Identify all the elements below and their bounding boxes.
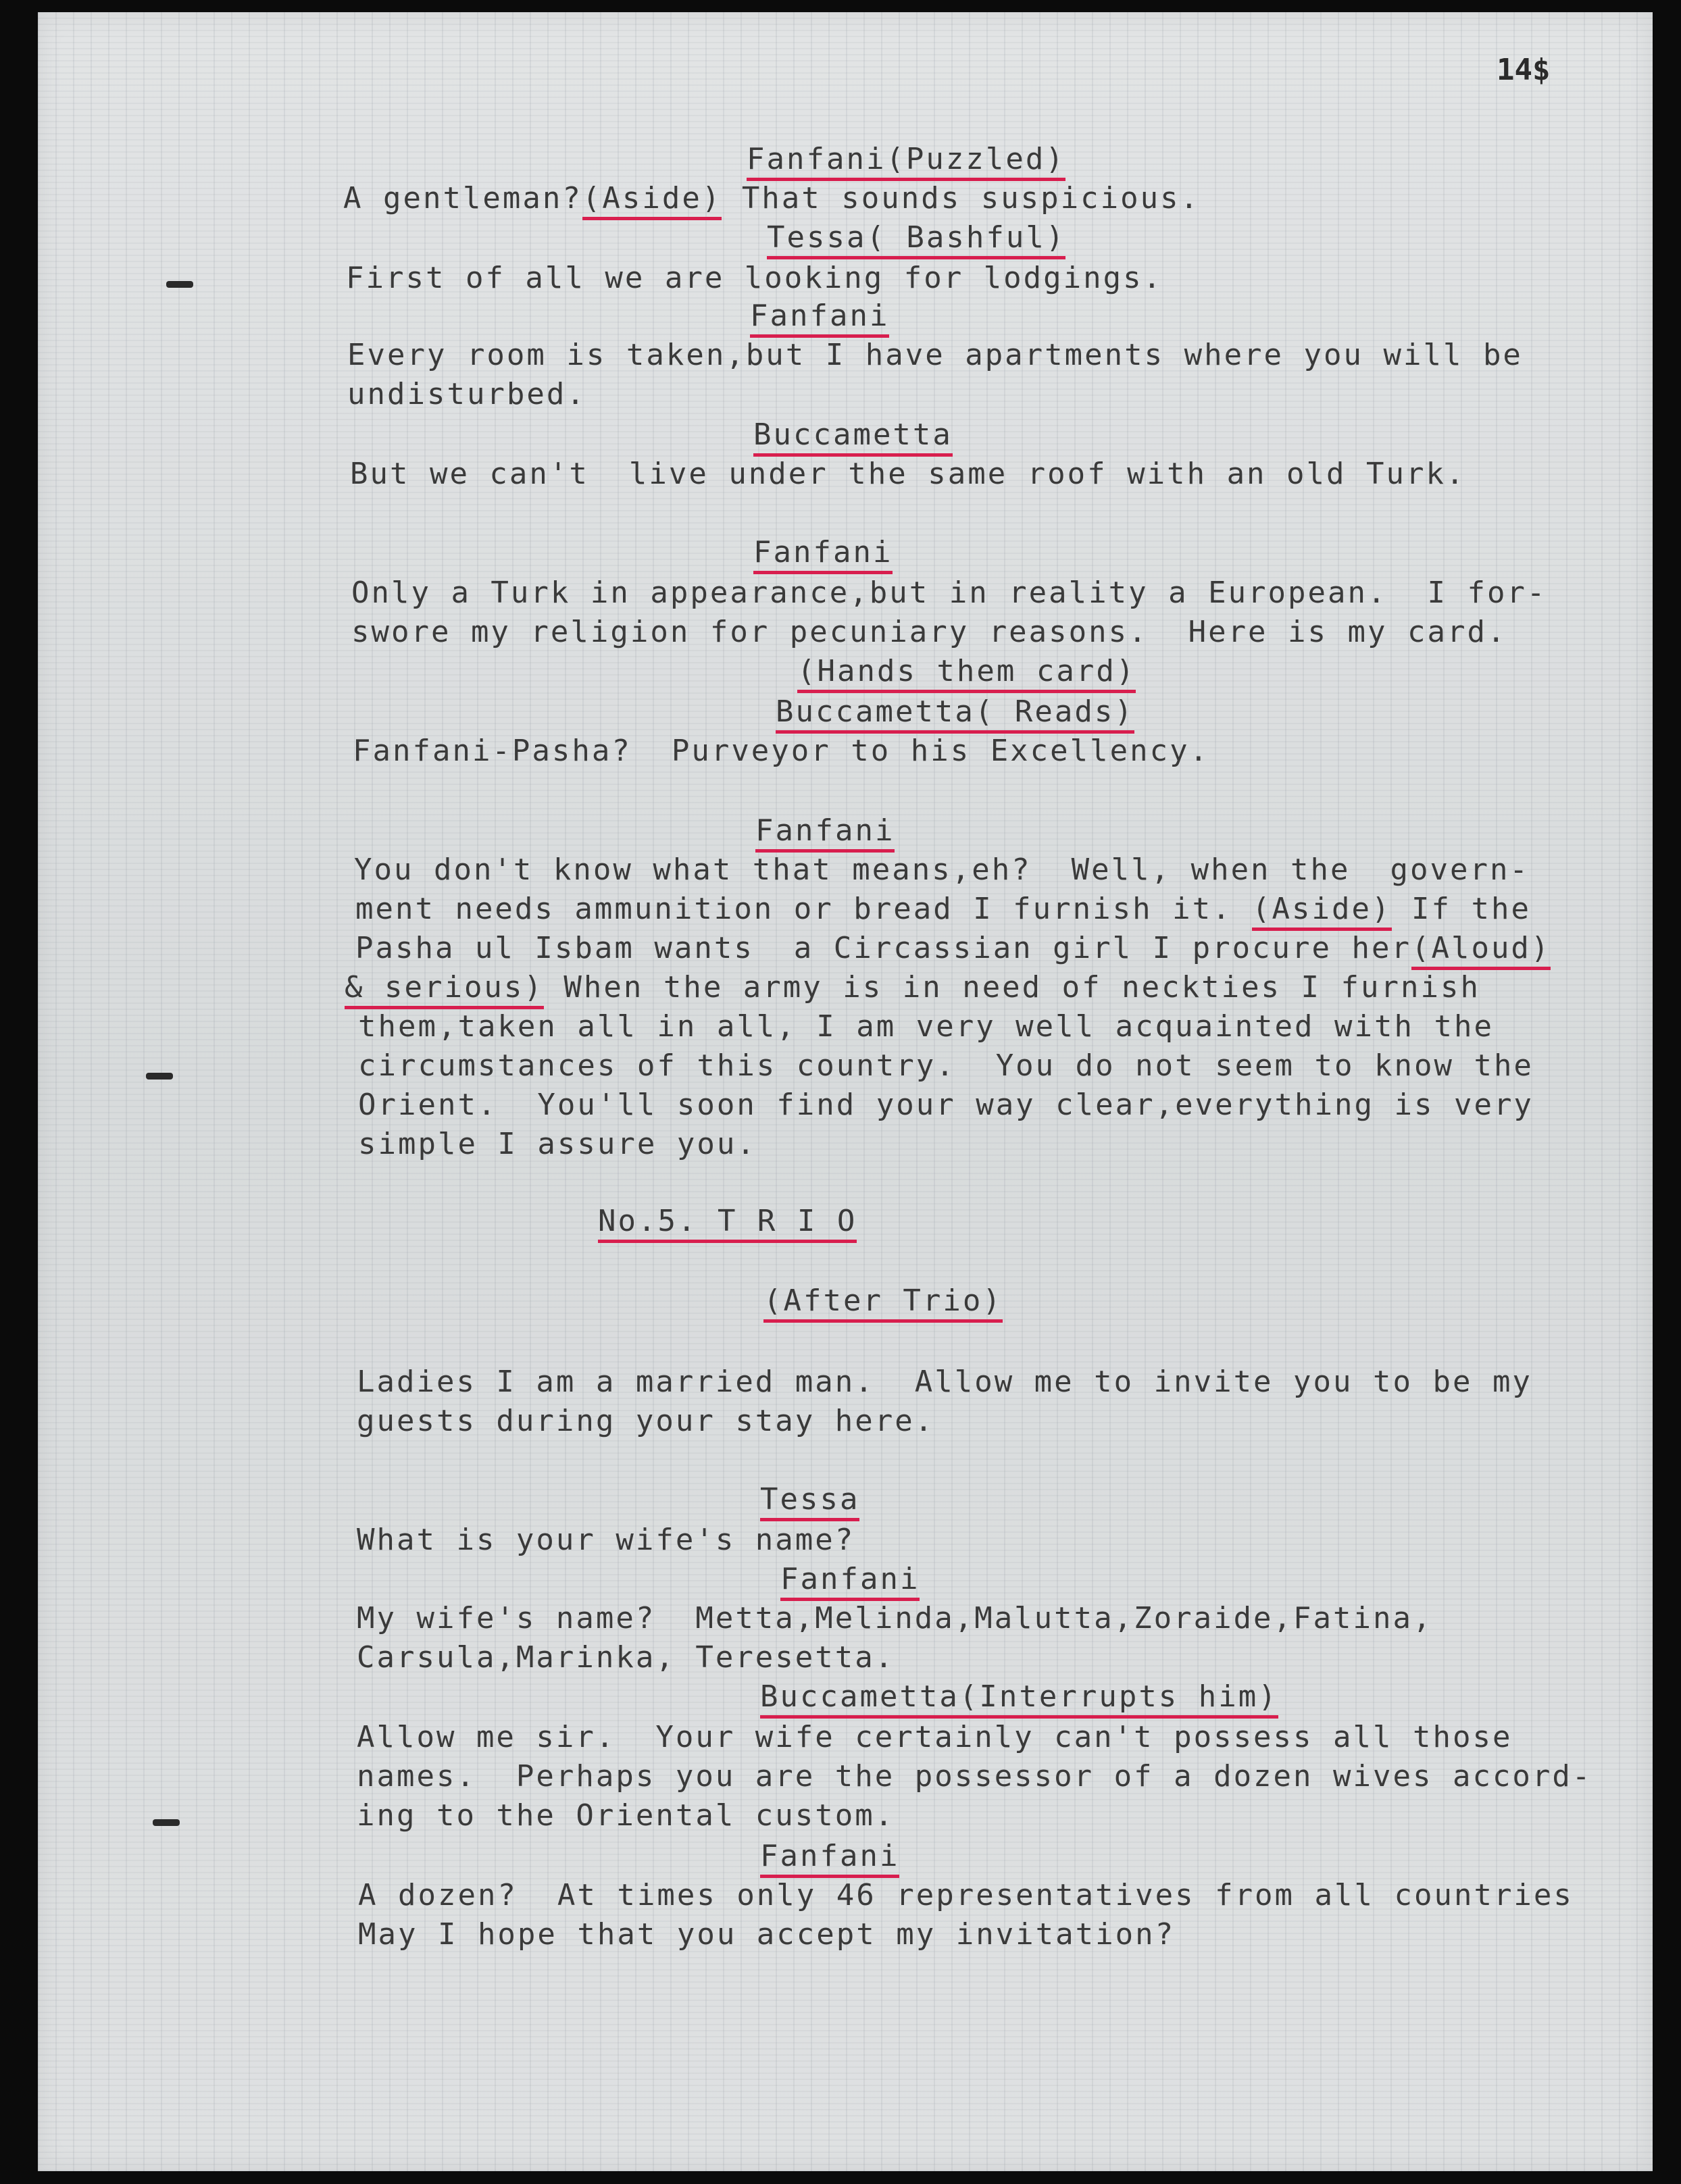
stage-direction: & serious) [345, 970, 544, 1009]
dialogue-line: Pasha ul Isbam wants a Circassian girl I procure her(Aloud) [355, 931, 1551, 966]
dialogue-line: But we can't live under the same roof with an old Turk. [350, 457, 1466, 491]
dialogue-line: A gentleman?(Aside) That sounds suspicious. [343, 181, 1200, 216]
dialogue-line: Only a Turk in appearance,but in reality a European. I for- [351, 576, 1547, 610]
dialogue-line: Ladies I am a married man. Allow me to invite you to be my [357, 1365, 1532, 1399]
speaker-heading: Fanfani(Puzzled) [747, 142, 1065, 177]
dialogue-line: names. Perhaps you are the possessor of a dozen wives accord- [357, 1759, 1592, 1794]
speaker-heading: Buccametta( Reads) [776, 694, 1134, 730]
stage-direction: (Hands them card) [797, 654, 1136, 689]
speaker-heading: Buccametta [753, 417, 953, 453]
binding-hole-middle [146, 1073, 173, 1080]
dialogue-line: Allow me sir. Your wife certainly can't possess all those [357, 1720, 1513, 1754]
dialogue-line: & serious) When the army is in need of neckties I furnish [345, 970, 1480, 1005]
dialogue-line: them,taken all in all, I am very well acquainted with the [358, 1009, 1494, 1044]
speaker-heading: Tessa [760, 1482, 859, 1517]
stage-direction: (Aloud) [1411, 931, 1551, 970]
dialogue-line: Every room is taken,but I have apartments where you will be [347, 338, 1523, 372]
speaker-heading: Fanfani [755, 813, 895, 848]
stage-direction: (Aside) [582, 181, 722, 220]
stage-direction: (Aside) [1252, 892, 1391, 931]
dialogue-line: Orient. You'll soon find your way clear,everything is very [358, 1088, 1534, 1122]
dialogue-line: What is your wife's name? [357, 1523, 855, 1557]
dialogue-line: May I hope that you accept my invitation? [358, 1917, 1176, 1952]
binding-hole-bottom [153, 1819, 180, 1826]
speaker-heading: Fanfani [753, 535, 893, 570]
dialogue-line: ment needs ammunition or bread I furnish it. (Aside) If the [355, 892, 1531, 927]
dialogue-line: simple I assure you. [358, 1127, 757, 1161]
dialogue-line: First of all we are looking for lodgings. [346, 261, 1163, 295]
dialogue-line: Fanfani-Pasha? Purveyor to his Excellency. [353, 734, 1210, 768]
binding-hole-top [166, 281, 193, 288]
speaker-heading: Tessa( Bashful) [767, 220, 1065, 255]
speaker-heading: Buccametta(Interrupts him) [760, 1679, 1278, 1715]
speaker-heading: Fanfani [760, 1839, 899, 1874]
musical-number-heading: No.5. T R I O [598, 1204, 857, 1239]
dialogue-line: You don't know what that means,eh? Well, when the govern- [354, 853, 1530, 887]
page-number: 14$ [1497, 53, 1551, 87]
speaker-heading: Fanfani [780, 1562, 920, 1597]
dialogue-line: My wife's name? Metta,Melinda,Malutta,Zoraide,Fatina, [357, 1601, 1433, 1635]
dialogue-line: A dozen? At times only 46 representatives from all countries [358, 1878, 1574, 1912]
dialogue-line: swore my religion for pecuniary reasons. Here is my card. [351, 615, 1507, 649]
dialogue-line: Carsula,Marinka, Teresetta. [357, 1640, 895, 1675]
dialogue-line: ing to the Oriental custom. [357, 1798, 895, 1833]
dialogue-line: circumstances of this country. You do not seem to know the [358, 1048, 1534, 1083]
dialogue-line: guests during your stay here. [357, 1404, 935, 1438]
stage-direction-heading: (After Trio) [763, 1284, 1003, 1319]
speaker-heading: Fanfani [750, 299, 889, 334]
dialogue-line: undisturbed. [347, 377, 586, 411]
